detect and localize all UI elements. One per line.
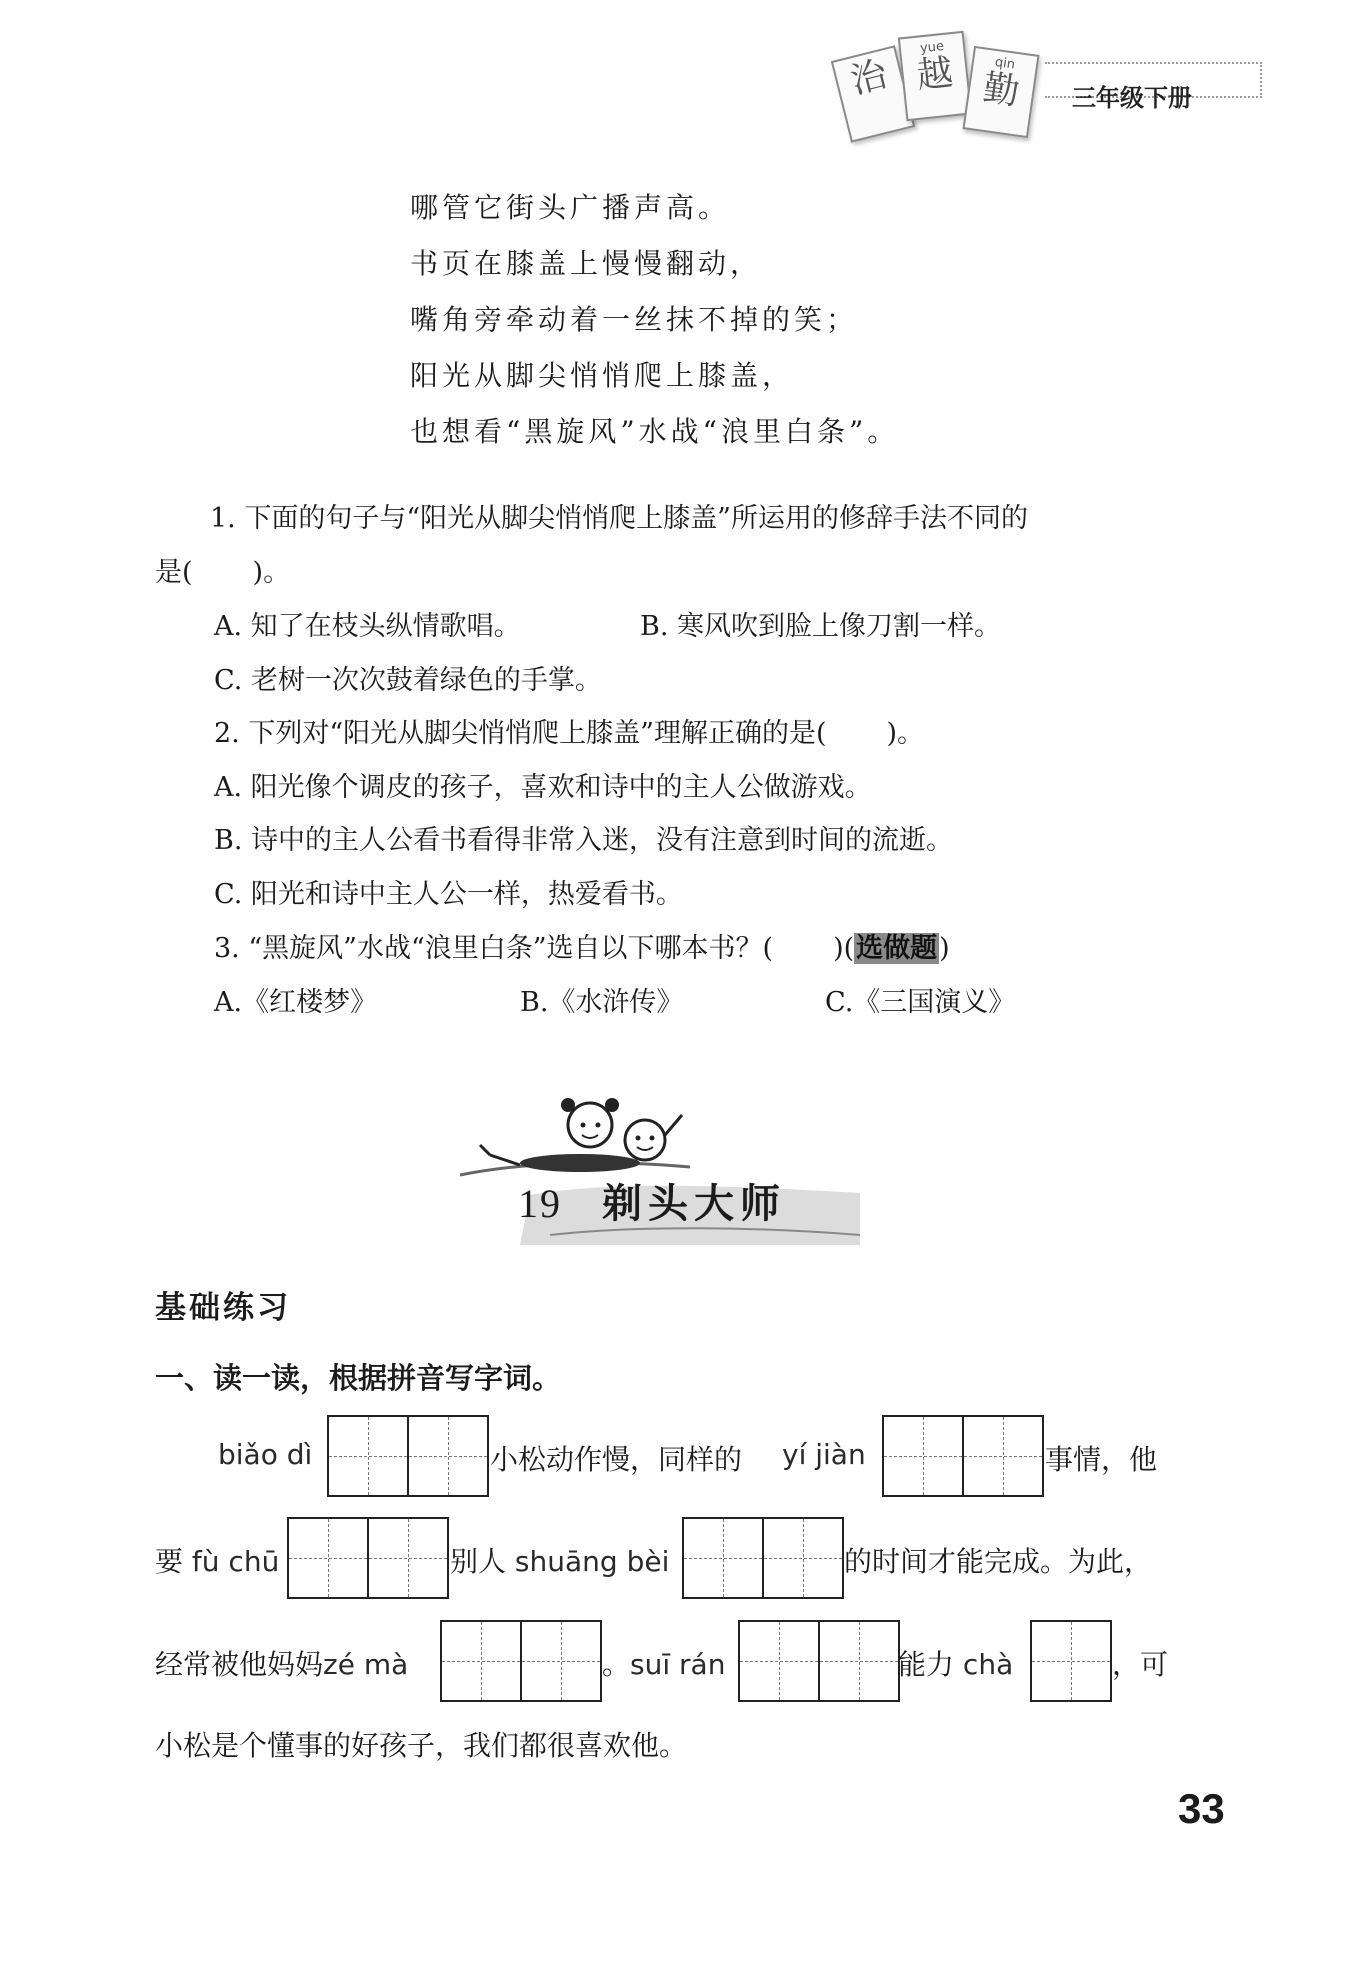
grade-label: 三年级下册: [1072, 84, 1192, 112]
text-line1-a: 小松动作慢，同样的: [490, 1443, 743, 1476]
text-line2-b: 别人 shuāng bèi: [450, 1545, 670, 1578]
text-line1-b: 事情，他: [1045, 1443, 1158, 1476]
char-grid-shuang-bei[interactable]: [682, 1517, 844, 1599]
q2-option-b: B. 诗中的主人公看书看得非常入迷，没有注意到时间的流逝。: [214, 825, 954, 856]
q3-stem: 3. “黑旋风”水战“浪里白条”选自以下哪本书？( )(选做题): [214, 933, 950, 964]
series-logo: [840, 30, 1040, 150]
pinyin-sui-ran: suī rán: [630, 1648, 726, 1681]
poem-line: 阳光从脚尖悄悄爬上膝盖，: [410, 359, 795, 392]
q3-option-c: C.《三国演义》: [825, 987, 1016, 1018]
q1-option-b: B. 寒风吹到脸上像刀割一样。: [640, 611, 1002, 642]
text-line3-b: 。suī rán: [602, 1648, 726, 1681]
q3-option-b: B.《水浒传》: [520, 987, 684, 1018]
text-line3-a: 经常被他妈妈zé mà: [155, 1648, 409, 1681]
poem: [410, 186, 899, 466]
optional-tag: 选做题: [856, 933, 938, 964]
q1-option-a: A. 知了在枝头纵情歌唱。: [214, 611, 521, 642]
pinyin-fu-chu: fù chū: [191, 1545, 280, 1578]
text-line4: 小松是个懂事的好孩子，我们都很喜欢他。: [155, 1729, 688, 1762]
q2-option-a: A. 阳光像个调皮的孩子，喜欢和诗中的主人公做游戏。: [214, 772, 872, 803]
text-line2-c: 的时间才能完成。为此，: [844, 1545, 1153, 1578]
char-grid-cha[interactable]: [1030, 1620, 1112, 1702]
q1-option-c: C. 老树一次次鼓着绿色的手掌。: [214, 665, 602, 696]
pinyin-cha: chà: [962, 1648, 1014, 1681]
page-number: 33: [1178, 1785, 1225, 1832]
poem-line: 也想看“黑旋风”水战“浪里白条”。: [410, 415, 900, 448]
q1-stem: 1. 下面的句子与“阳光从脚尖悄悄爬上膝盖”所运用的修辞手法不同的: [210, 503, 1028, 534]
char-grid-yi-jian[interactable]: [882, 1415, 1044, 1497]
char-grid-fu-chu[interactable]: [287, 1517, 449, 1599]
poem-line: 嘴角旁牵动着一丝抹不掉的笑；: [410, 303, 859, 336]
exercise-instruction: 一、读一读，根据拼音写字词。: [155, 1361, 562, 1395]
q1-stem-cont: 是( )。: [155, 557, 291, 588]
logo-card-zhi: 治: [831, 45, 915, 142]
char-grid-biao-di[interactable]: [327, 1415, 489, 1497]
lesson-title: [518, 1172, 786, 1229]
q2-stem: 2. 下列对“阳光从脚尖悄悄爬上膝盖”理解正确的是( )。: [214, 718, 925, 749]
char-grid-sui-ran[interactable]: [738, 1620, 900, 1702]
pinyin-ze-ma: zé mà: [323, 1648, 409, 1681]
poem-line: 书页在膝盖上慢慢翻动，: [410, 247, 763, 280]
text-line2-a: 要 fù chū: [155, 1545, 280, 1578]
char-grid-ze-ma[interactable]: [440, 1620, 602, 1702]
lesson-number: 19: [518, 1181, 562, 1226]
poem-line: 哪管它街头广播声高。: [410, 191, 731, 224]
q2-option-c: C. 阳光和诗中主人公一样，热爱看书。: [214, 879, 683, 910]
pinyin-shuang-bei: shuāng bèi: [514, 1545, 670, 1578]
q3-option-a: A.《红楼梦》: [214, 987, 378, 1018]
text-line3-d: ，可: [1112, 1648, 1169, 1681]
lesson-name: 剃头大师: [602, 1181, 786, 1227]
pinyin-yi-jian: yí jiàn: [782, 1438, 866, 1471]
logo-card-yue: yue 越: [898, 31, 972, 121]
logo-card-qin: qin 勤: [962, 46, 1039, 138]
pinyin-biao-di: biǎo dì: [218, 1438, 313, 1471]
text-line3-c: 能力 chà: [898, 1648, 1014, 1681]
section-title: 基础练习: [155, 1290, 291, 1326]
